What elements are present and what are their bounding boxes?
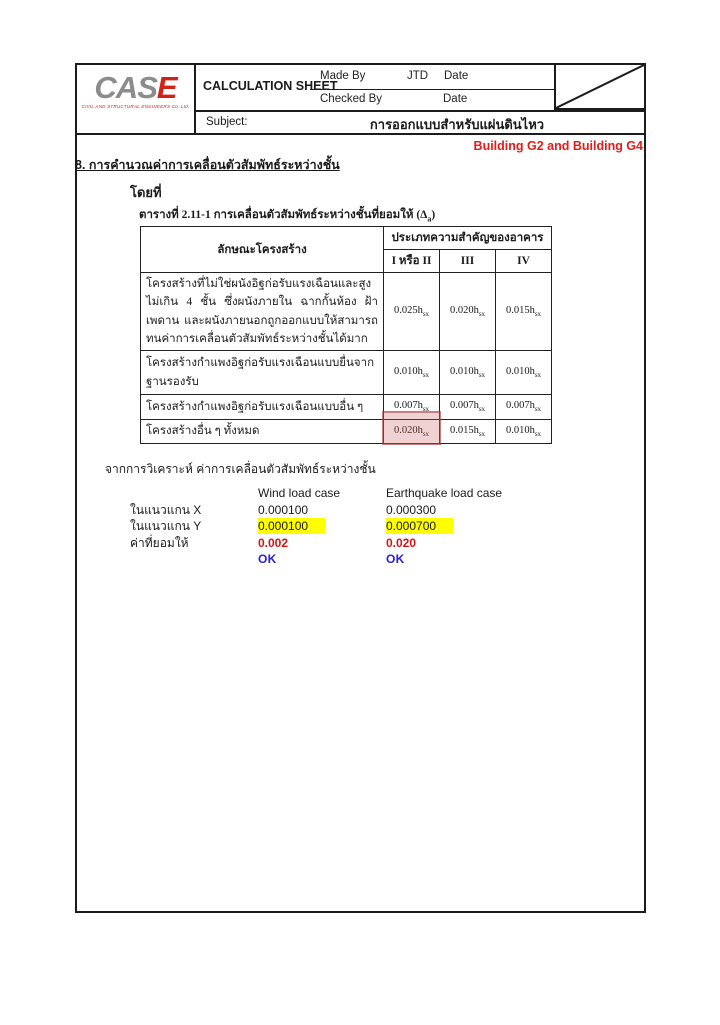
wind-x-value: 0.000100 [258, 502, 309, 517]
made-by-label: Made By [320, 70, 366, 82]
results-row-limit [130, 535, 550, 552]
drift-value: $0.007h_{sx}$ [440, 395, 496, 420]
drift-value: $0.025h_{sx}$ [384, 273, 440, 351]
wind-y-value [258, 518, 386, 534]
drift-value: $0.010h_{sx}$ [496, 420, 552, 444]
structure-description: โครงสร้างกำแพงอิฐก่อรับแรงเฉือนแบบอื่น ๆ [141, 395, 384, 420]
wind-ok-status: OK [258, 552, 277, 566]
diagonal-line-icon [556, 65, 644, 108]
date-label-1: Date [444, 70, 469, 82]
building-note: Building G2 and Building G4 [473, 139, 643, 153]
results-intro: จากการวิเคราะห์ ค่าการเคลื่อนตัวสัมพัทธ์ระหว่างชั้น [105, 462, 376, 476]
axis-y-label: ในแนวแกน Y [130, 519, 202, 533]
drift-value: $0.010h_{sx}$ [384, 351, 440, 395]
results-header-row [130, 485, 550, 502]
results-row-x [130, 502, 550, 519]
earthquake-limit-value: 0.020 [386, 535, 417, 550]
earthquake-y-value [386, 518, 550, 534]
structure-description: โครงสร้างที่ไม่ใช่ผนังอิฐก่อรับแรงเฉือนและสูงไม่เกิน 4 ชั้น ซึ่งผนังภายใน ฉากกั้นห้อง ฝ้าเพดาน และผนังภายนอกถูกออกแบบให้สามารถทนค่าการเคลื่อนตัวสัมพัทธ์ระหว่างชั้นได้มาก [141, 273, 384, 351]
logo-subtitle: CIVIL AND STRUCTURAL ENGINEERS Co.,Ltd. [81, 104, 190, 109]
calculation-sheet-title: CALCULATION SHEET [203, 79, 338, 93]
wind-case-header: Wind load case [258, 486, 341, 500]
structure-description: โครงสร้างกำแพงอิฐก่อรับแรงเฉือนแบบยื่นจากฐานรองรับ [141, 351, 384, 395]
earthquake-x-value: 0.000300 [386, 502, 437, 517]
yellow-highlight: 0.000700 [386, 518, 453, 534]
results-block [130, 485, 550, 568]
table-caption [139, 206, 435, 224]
drift-value: $0.015h_{sx}$ [496, 273, 552, 351]
drift-value: $0.020h_{sx}$ [440, 273, 496, 351]
drift-limit-table [140, 226, 552, 444]
table-row [141, 420, 552, 444]
earthquake-case-header: Earthquake load case [386, 486, 503, 500]
made-by-value: JTD [407, 70, 429, 82]
drift-value: $0.007h_{sx}$ [384, 395, 440, 420]
earthquake-ok-status: OK [386, 552, 405, 566]
logo-text-red: E [156, 70, 177, 105]
page-border [75, 63, 646, 913]
drift-value: $0.010h_{sx}$ [440, 351, 496, 395]
drift-value: $0.010h_{sx}$ [496, 351, 552, 395]
date-label-2: Date [443, 93, 468, 105]
header-divider-line [310, 89, 556, 90]
results-row-y [130, 518, 550, 535]
col-header-1-2: I หรือ II [384, 250, 440, 273]
table-caption-subscript: a [427, 214, 432, 224]
section-heading: 8. การคำนวณค่าการเคลื่อนตัวสัมพัทธ์ระหว่างชั้น [75, 158, 340, 172]
allowable-label: ค่าที่ยอมให้ [130, 535, 189, 550]
subject-row-divider [196, 110, 644, 112]
revision-corner-box [554, 65, 644, 110]
structure-description: โครงสร้างอื่น ๆ ทั้งหมด [141, 420, 384, 444]
checked-by-label: Checked By [320, 93, 383, 105]
col-group-header: ประเภทความสำคัญของอาคาร [384, 227, 552, 250]
table-caption-close: ) [431, 209, 436, 221]
col-header-4: IV [496, 250, 552, 273]
table-row [141, 351, 552, 395]
logo-wordmark [77, 70, 194, 105]
drift-value: $0.015h_{sx}$ [440, 420, 496, 444]
wind-limit-value: 0.002 [258, 535, 289, 550]
drift-value-highlighted: $0.020h_{sx}$ [384, 420, 440, 444]
company-logo [77, 65, 196, 133]
table-row [141, 273, 552, 351]
axis-x-label: ในแนวแกน X [130, 502, 202, 517]
subject-label: Subject: [206, 116, 248, 128]
table-group-header-row [141, 227, 552, 250]
col-header-3: III [440, 250, 496, 273]
table-caption-text: ตารางที่ 2.11-1 การเคลื่อนตัวสัมพัทธ์ระหว่างชั้นที่ยอมให้ (Δ [139, 209, 428, 221]
table-row [141, 395, 552, 420]
drift-value: $0.007h_{sx}$ [496, 395, 552, 420]
subject-value: การออกแบบสำหรับแผ่นดินไหว [369, 117, 545, 132]
col-header-structure: ลักษณะโครงสร้าง [141, 227, 384, 273]
header [77, 65, 644, 135]
yellow-highlight: 0.000100 [258, 518, 325, 534]
results-row-ok [130, 551, 550, 568]
logo-text-gray: CAS [94, 70, 157, 105]
where-label: โดยที่ [130, 185, 162, 200]
